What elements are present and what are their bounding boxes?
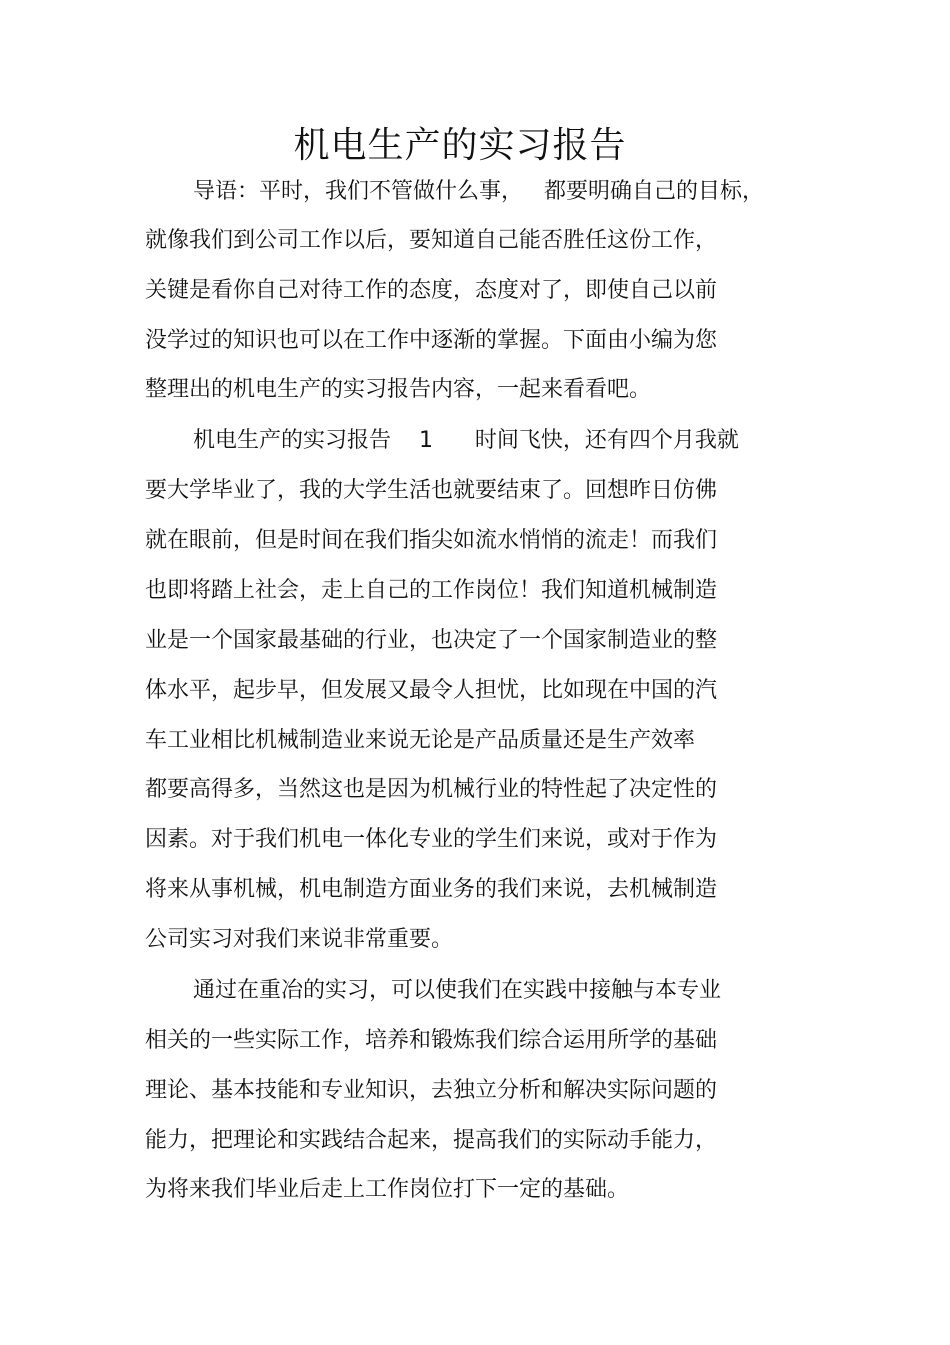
text-line: 相关的一些实际工作，培养和锻炼我们综合运用所学的基础	[145, 1028, 718, 1053]
text-line: 理论、基本技能和专业知识，去独立分析和解决实际问题的	[145, 1078, 718, 1103]
document-title: 机电生产的实习报告	[293, 125, 627, 166]
text-line: 要大学毕业了，我的大学生活也就要结束了。回想昨日仿佛	[145, 478, 718, 503]
text-line: 为将来我们毕业后走上工作岗位打下一定的基础。	[145, 1177, 630, 1202]
text-line: 没学过的知识也可以在工作中逐渐的掌握。下面由小编为您	[145, 328, 718, 353]
text-line: 就像我们到公司工作以后，要知道自己能否胜任这份工作，	[145, 228, 718, 253]
text-line: 也即将踏上社会，走上自己的工作岗位！我们知道机械制造	[145, 578, 718, 603]
text-line: 整理出的机电生产的实习报告内容，一起来看看吧。	[145, 377, 652, 402]
text-line: 机电生产的实习报告 1 时间飞快，还有四个月我就	[193, 428, 739, 453]
text-line: 关键是看你自己对待工作的态度，态度对了，即使自己以前	[145, 278, 718, 303]
text-line: 业是一个国家最基础的行业，也决定了一个国家制造业的整	[145, 628, 718, 653]
text-line: 就在眼前，但是时间在我们指尖如流水悄悄的流走！而我们	[145, 528, 718, 553]
text-line: 能力，把理论和实践结合起来，提高我们的实际动手能力，	[145, 1128, 718, 1153]
text-line: 通过在重冶的实习，可以使我们在实践中接触与本专业	[193, 978, 722, 1003]
text-line: 因素。对于我们机电一体化专业的学生们来说，或对于作为	[145, 827, 718, 852]
text-line: 公司实习对我们来说非常重要。	[145, 927, 454, 952]
text-line: 导语：平时，我们不管做什么事， 都要明确自己的目标，	[193, 179, 764, 204]
text-line: 车工业相比机械制造业来说无论是产品质量还是生产效率	[145, 728, 696, 753]
text-line: 体水平，起步早，但发展又最令人担忧，比如现在中国的汽	[145, 678, 718, 703]
text-line: 都要高得多，当然这也是因为机械行业的特性起了决定性的	[145, 777, 718, 802]
text-line: 将来从事机械，机电制造方面业务的我们来说，去机械制造	[145, 877, 718, 902]
